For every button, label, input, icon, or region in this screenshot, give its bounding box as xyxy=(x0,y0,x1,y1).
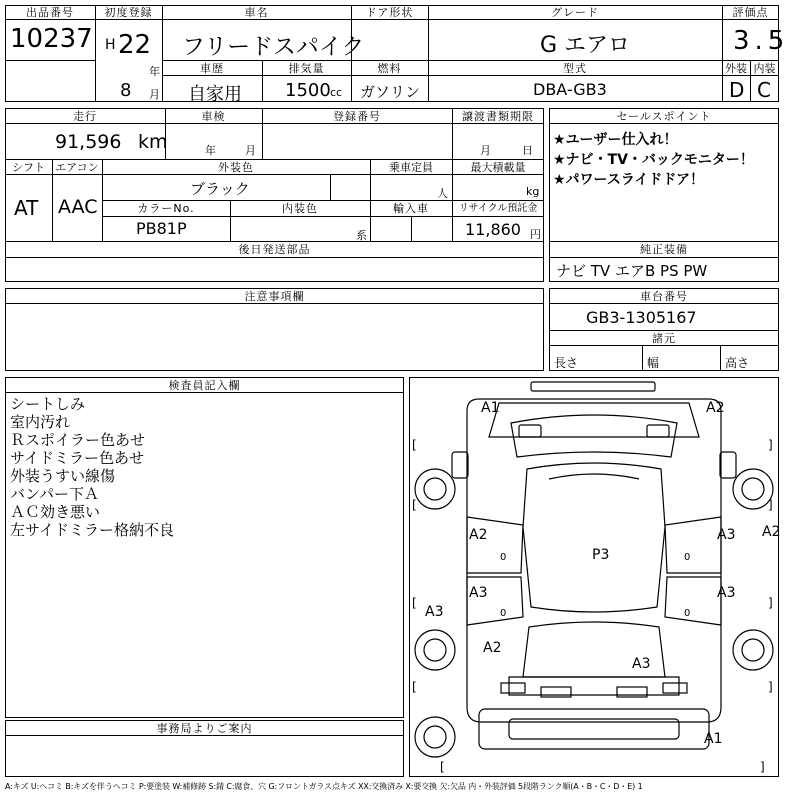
damage-code: A2 xyxy=(469,527,488,543)
month-unit: 月 xyxy=(149,88,160,101)
year-unit: 年 xyxy=(149,65,160,78)
recycle-unit: 円 xyxy=(530,228,541,241)
aircon-label: エアコン xyxy=(55,161,99,174)
interior-label: 内装 xyxy=(753,62,776,75)
inspector-line: シートしみ xyxy=(10,395,86,413)
damage-code: A2 xyxy=(706,400,725,416)
bracket: [ xyxy=(440,760,445,774)
damage-code: A3 xyxy=(425,604,444,620)
mileage-label: 走行 xyxy=(73,110,97,123)
damage-code: A3 xyxy=(469,585,488,601)
notes-label: 注意事項欄 xyxy=(244,290,305,303)
damage-code: A1 xyxy=(704,731,723,747)
month: 8 xyxy=(120,80,132,101)
inspector-notes xyxy=(10,395,174,539)
displacement-value: 1500 xyxy=(285,80,331,101)
mileage-unit: km xyxy=(138,131,168,153)
max-load-label: 最大積載量 xyxy=(470,161,526,174)
first-reg-label: 初度登録 xyxy=(104,6,153,19)
shift-value: AT xyxy=(14,196,39,220)
history-label: 車歴 xyxy=(200,62,224,75)
sales-points-list xyxy=(553,130,754,190)
sales-points-label: セールスポイント xyxy=(616,110,712,123)
inspector-line: バンパー下Ａ xyxy=(10,485,99,503)
score-label: 評価点 xyxy=(732,6,769,19)
displacement-unit: cc xyxy=(330,86,343,99)
capacity-unit: 人 xyxy=(437,187,448,200)
damage-code: A2 xyxy=(762,524,781,540)
aircon-value: AAC xyxy=(58,196,98,218)
chassis-value: GB3-1305167 xyxy=(586,308,697,327)
model-value: DBA-GB3 xyxy=(533,80,607,99)
zero-mark: 0 xyxy=(684,552,691,563)
car-name: フリードスパイク xyxy=(182,34,365,60)
inspection-year-unit: 年 xyxy=(205,144,216,157)
inspection-month-unit: 月 xyxy=(245,144,256,157)
import-label: 輸入車 xyxy=(393,202,429,215)
inspector-line: ＡＣ効き悪い xyxy=(10,503,101,521)
bracket: ] xyxy=(768,596,773,610)
color-no-label: カラーNo. xyxy=(137,202,195,215)
door-label: ドア形状 xyxy=(365,6,414,19)
mileage-value: 91,596 xyxy=(55,131,122,153)
year: 22 xyxy=(118,30,152,60)
transfer-label: 譲渡書類期限 xyxy=(462,110,534,123)
model-label: 型式 xyxy=(563,62,587,75)
shift-label: シフト xyxy=(12,161,45,174)
max-load-unit: kg xyxy=(526,185,540,198)
zero-mark: 0 xyxy=(500,552,507,563)
int-color-unit: 系 xyxy=(356,229,367,242)
ext-color-label: 外装色 xyxy=(218,161,254,174)
exterior-grade: D xyxy=(729,78,745,102)
grade-value: G エアロ xyxy=(540,33,631,58)
inspector-line: サイドミラー色あせ xyxy=(10,449,144,467)
car-diagram xyxy=(409,377,779,777)
lot-number: 10237 xyxy=(10,24,93,54)
bracket: ] xyxy=(760,760,765,774)
sales-point: ★ユーザー仕入れ！ xyxy=(553,132,678,148)
ext-color-value: ブラック xyxy=(190,180,250,198)
car-name-label: 車名 xyxy=(244,6,269,19)
damage-code: P3 xyxy=(592,547,610,563)
genuine-value: ナビ TV エアB PS PW xyxy=(556,262,708,280)
inspector-line: 左サイドミラー格納不良 xyxy=(10,521,174,539)
recycle-label: リサイクル預託金 xyxy=(458,203,538,214)
bracket: [ xyxy=(412,498,417,512)
lot-label: 出品番号 xyxy=(26,6,74,19)
exterior-label: 外装 xyxy=(725,62,747,75)
sales-point: ★ナビ・TV・バックモニター！ xyxy=(553,152,754,168)
grade-label: グレード xyxy=(551,6,599,19)
inspector-label: 検査員記入欄 xyxy=(168,379,241,392)
inspector-line: 室内汚れ xyxy=(10,413,71,431)
inspector-line: 外装うすい線傷 xyxy=(10,467,116,485)
bracket: ] xyxy=(768,438,773,452)
damage-code: A3 xyxy=(717,585,736,601)
dimensions-label: 諸元 xyxy=(652,332,676,345)
damage-code: A3 xyxy=(632,656,651,672)
sales-point: ★パワースライドドア！ xyxy=(553,172,705,188)
office-label: 事務局よりご案内 xyxy=(156,722,253,735)
fuel-label: 燃料 xyxy=(377,62,402,75)
interior-grade: C xyxy=(757,78,771,102)
damage-code: A1 xyxy=(481,400,500,416)
bracket: [ xyxy=(412,596,417,610)
chassis-label: 車台番号 xyxy=(640,290,688,303)
history-value: 自家用 xyxy=(188,84,242,105)
capacity-label: 乗車定員 xyxy=(389,161,433,174)
int-color-label: 内装色 xyxy=(282,202,318,215)
inspector-line: Ｒスポイラー色あせ xyxy=(10,431,146,449)
transfer-month-unit: 月 xyxy=(480,144,491,157)
era: H xyxy=(105,37,116,53)
recycle-value: 11,860 xyxy=(465,220,521,239)
transfer-day-unit: 日 xyxy=(522,144,533,157)
score-value: 3.5 xyxy=(733,26,790,56)
damage-code: A2 xyxy=(483,640,502,656)
reg-no-label: 登録番号 xyxy=(333,110,381,123)
length-label: 長さ xyxy=(554,356,579,370)
bracket: ] xyxy=(768,680,773,694)
bracket: [ xyxy=(412,680,417,694)
later-parts-label: 後日発送部品 xyxy=(238,243,311,256)
bracket: ] xyxy=(768,498,773,512)
height-label: 高さ xyxy=(725,356,750,370)
genuine-label: 純正装備 xyxy=(640,243,688,256)
bracket: [ xyxy=(412,438,417,452)
color-no-value: PB81P xyxy=(136,219,187,238)
width-label: 幅 xyxy=(647,356,660,370)
legend: A:キズ U:ヘコミ B:キズを伴うヘコミ P:要塗装 W:補修跡 S:錆 C:腐食、穴 G:フロントガラス点キズ XX:交換済み X:要交換 欠:欠品 内・外装評価 5段階ランク順(A・B・C・D・E) 1 xyxy=(5,782,643,791)
fuel-value: ガソリン xyxy=(360,83,421,101)
displacement-label: 排気量 xyxy=(288,62,325,75)
zero-mark: 0 xyxy=(684,608,691,619)
damage-code: A3 xyxy=(717,527,736,543)
zero-mark: 0 xyxy=(500,608,507,619)
inspection-label: 車検 xyxy=(201,110,226,123)
